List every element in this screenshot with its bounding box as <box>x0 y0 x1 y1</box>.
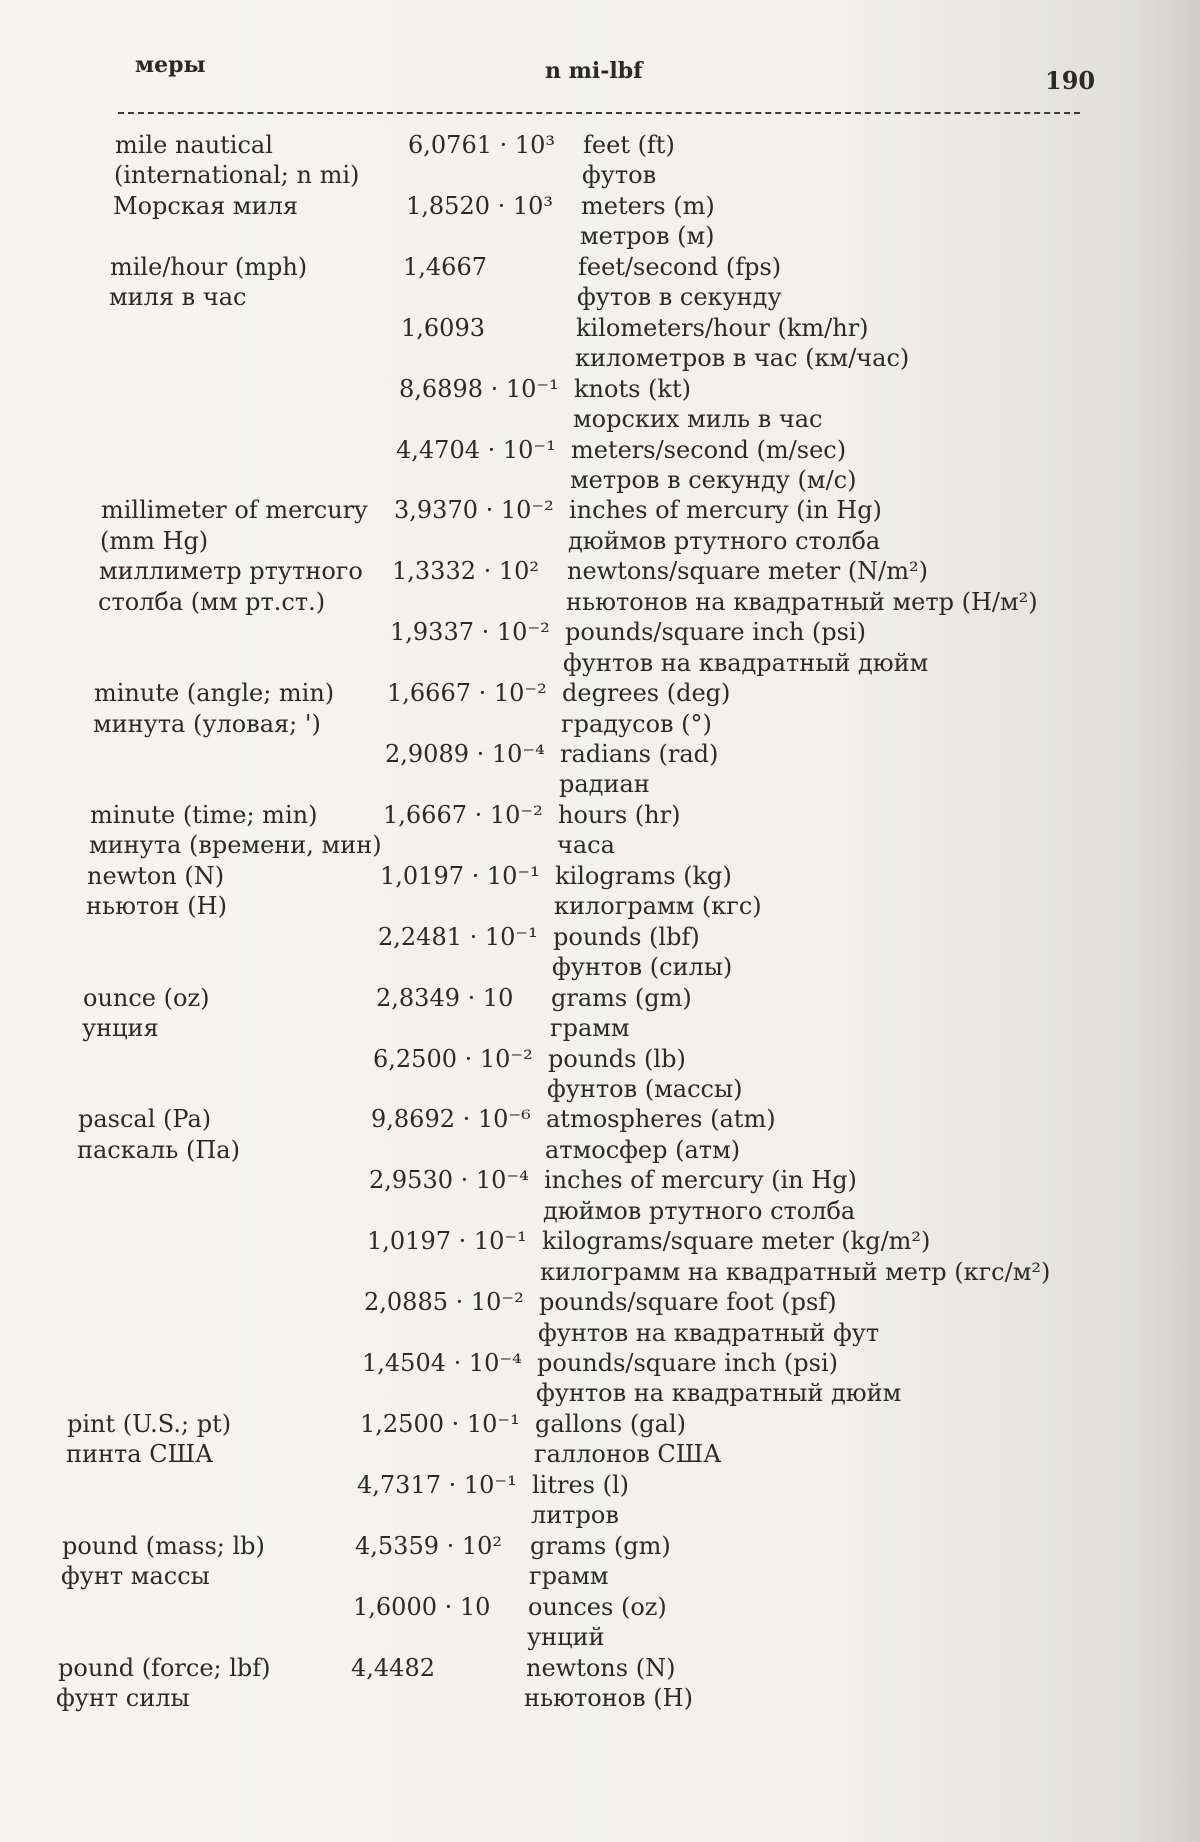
conversion-factor: 1,3332 · 10² <box>392 557 540 586</box>
table-row <box>0 1013 1200 1043</box>
target-unit: gallons (gal) <box>535 1409 686 1438</box>
target-unit: feet (ft) <box>583 131 675 159</box>
target-unit: метров (м) <box>580 222 715 251</box>
table-row <box>0 1257 1200 1287</box>
conversion-factor: 1,8520 · 10³ <box>406 191 554 220</box>
target-unit: фунтов (силы) <box>552 953 733 982</box>
target-unit: radians (rad) <box>560 740 719 768</box>
table-row <box>0 160 1200 190</box>
target-unit: newtons/square meter (N/m²) <box>567 557 929 586</box>
table-row <box>0 800 1200 830</box>
target-unit: grams (gm) <box>551 983 692 1012</box>
conversion-factor: 2,8349 · 10 <box>376 983 514 1012</box>
target-unit: ounces (oz) <box>528 1592 667 1621</box>
table-row <box>0 891 1200 921</box>
page-edge-shadow <box>1130 0 1200 1842</box>
target-unit: inches of mercury (in Hg) <box>544 1166 857 1195</box>
unit-name: millimeter of mercury <box>101 496 368 525</box>
target-unit: ньютонов (Н) <box>524 1683 693 1712</box>
table-row <box>0 313 1200 343</box>
table-row <box>0 1044 1200 1074</box>
target-unit: pounds (lbf) <box>553 922 700 951</box>
conversion-factor: 1,6667 · 10⁻² <box>383 800 543 829</box>
target-unit: feet/second (fps) <box>578 252 782 281</box>
conversion-factor: 9,8692 · 10⁻⁶ <box>371 1105 531 1134</box>
unit-name: миля в час <box>109 283 247 312</box>
target-unit: галлонов США <box>534 1440 722 1469</box>
target-unit: litres (l) <box>532 1470 630 1499</box>
unit-name: newton (N) <box>87 861 225 890</box>
table-row <box>0 1318 1200 1348</box>
table-row <box>0 465 1200 495</box>
target-unit: фунтов на квадратный дюйм <box>563 648 929 677</box>
target-unit: atmospheres (atm) <box>546 1105 776 1134</box>
target-unit: унций <box>527 1623 605 1652</box>
target-unit: дюймов ртутного столба <box>568 526 881 555</box>
conversion-factor: 6,2500 · 10⁻² <box>373 1044 533 1073</box>
target-unit: морских миль в час <box>573 405 823 434</box>
table-row <box>0 587 1200 617</box>
target-unit: футов в секунду <box>577 283 782 312</box>
target-unit: метров в секунду (м/с) <box>570 465 857 494</box>
table-row <box>0 435 1200 465</box>
conversion-factor: 1,4667 <box>403 252 487 281</box>
target-unit: фунтов на квадратный дюйм <box>536 1379 902 1408</box>
unit-name: ньютон (Н) <box>86 892 227 921</box>
target-unit: pounds (lb) <box>548 1044 686 1073</box>
unit-name: столба (мм рт.ст.) <box>98 587 326 616</box>
target-unit: grams (gm) <box>530 1531 671 1560</box>
table-row <box>0 1135 1200 1165</box>
target-unit: дюймов ртутного столба <box>543 1196 856 1225</box>
conversion-factor: 4,7317 · 10⁻¹ <box>357 1470 517 1499</box>
target-unit: километров в час (км/час) <box>575 344 910 373</box>
unit-name: минута (времени, мин) <box>89 831 382 860</box>
conversion-factor: 1,2500 · 10⁻¹ <box>360 1409 520 1438</box>
table-row <box>0 830 1200 860</box>
conversion-factor: 1,4504 · 10⁻⁴ <box>362 1349 522 1377</box>
unit-name: миллиметр ртутного <box>99 557 363 586</box>
conversion-factor: 8,6898 · 10⁻¹ <box>399 374 559 403</box>
table-row <box>0 1104 1200 1134</box>
unit-name: паскаль (Па) <box>77 1135 240 1164</box>
target-unit: knots (kt) <box>574 374 691 403</box>
table-row <box>0 922 1200 952</box>
table-row <box>0 1226 1200 1256</box>
unit-name: Морская миля <box>113 191 298 220</box>
table-row <box>0 1470 1200 1500</box>
table-row <box>0 1561 1200 1591</box>
table-row <box>0 861 1200 891</box>
table-row <box>0 282 1200 312</box>
target-unit: newtons (N) <box>526 1653 676 1682</box>
unit-name: pascal (Pa) <box>78 1105 212 1134</box>
table-row <box>0 983 1200 1013</box>
unit-name: pound (mass; lb) <box>62 1531 265 1560</box>
table-row <box>0 495 1200 525</box>
conversion-factor: 1,9337 · 10⁻² <box>390 618 550 647</box>
unit-name: фунт силы <box>56 1683 190 1712</box>
page-number: 190 <box>1045 66 1096 95</box>
target-unit: грамм <box>529 1562 609 1591</box>
table-row <box>0 769 1200 799</box>
conversion-factor: 1,0197 · 10⁻¹ <box>380 861 540 890</box>
table-row <box>0 617 1200 647</box>
table-row <box>0 709 1200 739</box>
target-unit: килограмм на квадратный метр (кгс/м²) <box>540 1257 1051 1286</box>
target-unit: pounds/square inch (psi) <box>565 618 866 647</box>
target-unit: килограмм (кгс) <box>554 892 762 921</box>
target-unit: degrees (deg) <box>562 679 731 708</box>
unit-name: minute (angle; min) <box>94 679 335 708</box>
unit-name: (international; n mi) <box>114 161 360 190</box>
table-row <box>0 1409 1200 1439</box>
conversion-factor: 4,5359 · 10² <box>355 1531 503 1560</box>
table-row <box>0 1439 1200 1469</box>
table-row <box>0 130 1200 160</box>
table-row <box>0 952 1200 982</box>
unit-name: pint (U.S.; pt) <box>67 1409 232 1438</box>
page-header <box>0 52 1200 95</box>
conversion-factor: 1,6093 <box>401 313 485 342</box>
conversion-factor: 6,0761 · 10³ <box>408 131 556 159</box>
table-row <box>0 556 1200 586</box>
unit-name: ounce (oz) <box>83 983 210 1012</box>
table-row <box>0 404 1200 434</box>
target-unit: pounds/square inch (psi) <box>537 1349 838 1377</box>
conversion-factor: 1,6667 · 10⁻² <box>387 679 547 708</box>
table-row <box>0 343 1200 373</box>
table-row <box>0 1531 1200 1561</box>
target-unit: радиан <box>559 770 650 799</box>
target-unit: фунтов на квадратный фут <box>538 1318 880 1347</box>
target-unit: kilograms/square meter (kg/m²) <box>542 1227 931 1256</box>
running-head-left: меры <box>135 52 206 78</box>
target-unit: kilometers/hour (km/hr) <box>576 313 869 342</box>
conversion-factor: 4,4704 · 10⁻¹ <box>396 435 556 464</box>
table-row <box>0 252 1200 282</box>
table-row <box>0 1500 1200 1530</box>
table-row <box>0 1287 1200 1317</box>
target-unit: футов <box>582 161 657 190</box>
running-head-center: n mi-lbf <box>545 58 643 84</box>
conversion-factor: 1,6000 · 10 <box>353 1592 491 1621</box>
target-unit: атмосфер (атм) <box>545 1135 741 1164</box>
table-row <box>0 1653 1200 1683</box>
unit-name: (mm Hg) <box>100 526 209 555</box>
table-row <box>0 648 1200 678</box>
unit-name: фунт массы <box>61 1562 210 1591</box>
unit-name: минута (уловая; ') <box>93 709 321 738</box>
conversion-factor: 2,0885 · 10⁻² <box>364 1288 524 1317</box>
table-row <box>0 1683 1200 1713</box>
table-row <box>0 739 1200 769</box>
table-row <box>0 374 1200 404</box>
conversion-factor: 3,9370 · 10⁻² <box>394 496 554 525</box>
table-row <box>0 221 1200 251</box>
unit-name: пинта США <box>66 1440 214 1469</box>
target-unit: литров <box>531 1501 619 1530</box>
table-row <box>0 1074 1200 1104</box>
table-row <box>0 1165 1200 1195</box>
conversion-factor: 2,9530 · 10⁻⁴ <box>369 1166 529 1195</box>
table-row <box>0 1378 1200 1408</box>
table-row <box>0 678 1200 708</box>
unit-name: mile/hour (mph) <box>110 252 308 281</box>
conversion-factor: 2,2481 · 10⁻¹ <box>378 922 538 951</box>
target-unit: фунтов (массы) <box>547 1074 743 1103</box>
header-rule <box>118 112 1080 114</box>
table-row <box>0 1592 1200 1622</box>
target-unit: градусов (°) <box>561 709 712 738</box>
conversion-factor: 4,4482 <box>351 1653 435 1682</box>
table-row <box>0 1196 1200 1226</box>
conversion-factor: 2,9089 · 10⁻⁴ <box>385 740 545 768</box>
table-row <box>0 191 1200 221</box>
unit-name: pound (force; lbf) <box>58 1653 271 1682</box>
target-unit: meters (m) <box>581 191 715 220</box>
target-unit: ньютонов на квадратный метр (Н/м²) <box>566 587 1038 616</box>
target-unit: meters/second (m/sec) <box>571 435 847 464</box>
target-unit: грамм <box>550 1014 630 1043</box>
target-unit: pounds/square foot (psf) <box>539 1288 837 1317</box>
unit-name: унция <box>82 1014 159 1043</box>
table-row <box>0 1622 1200 1652</box>
unit-name: minute (time; min) <box>90 800 318 829</box>
target-unit: kilograms (kg) <box>555 861 732 890</box>
target-unit: hours (hr) <box>558 800 681 829</box>
target-unit: часа <box>557 831 615 860</box>
table-row <box>0 526 1200 556</box>
conversion-factor: 1,0197 · 10⁻¹ <box>367 1227 527 1256</box>
target-unit: inches of mercury (in Hg) <box>569 496 882 525</box>
unit-name: mile nautical <box>115 131 273 159</box>
table-row <box>0 1348 1200 1378</box>
